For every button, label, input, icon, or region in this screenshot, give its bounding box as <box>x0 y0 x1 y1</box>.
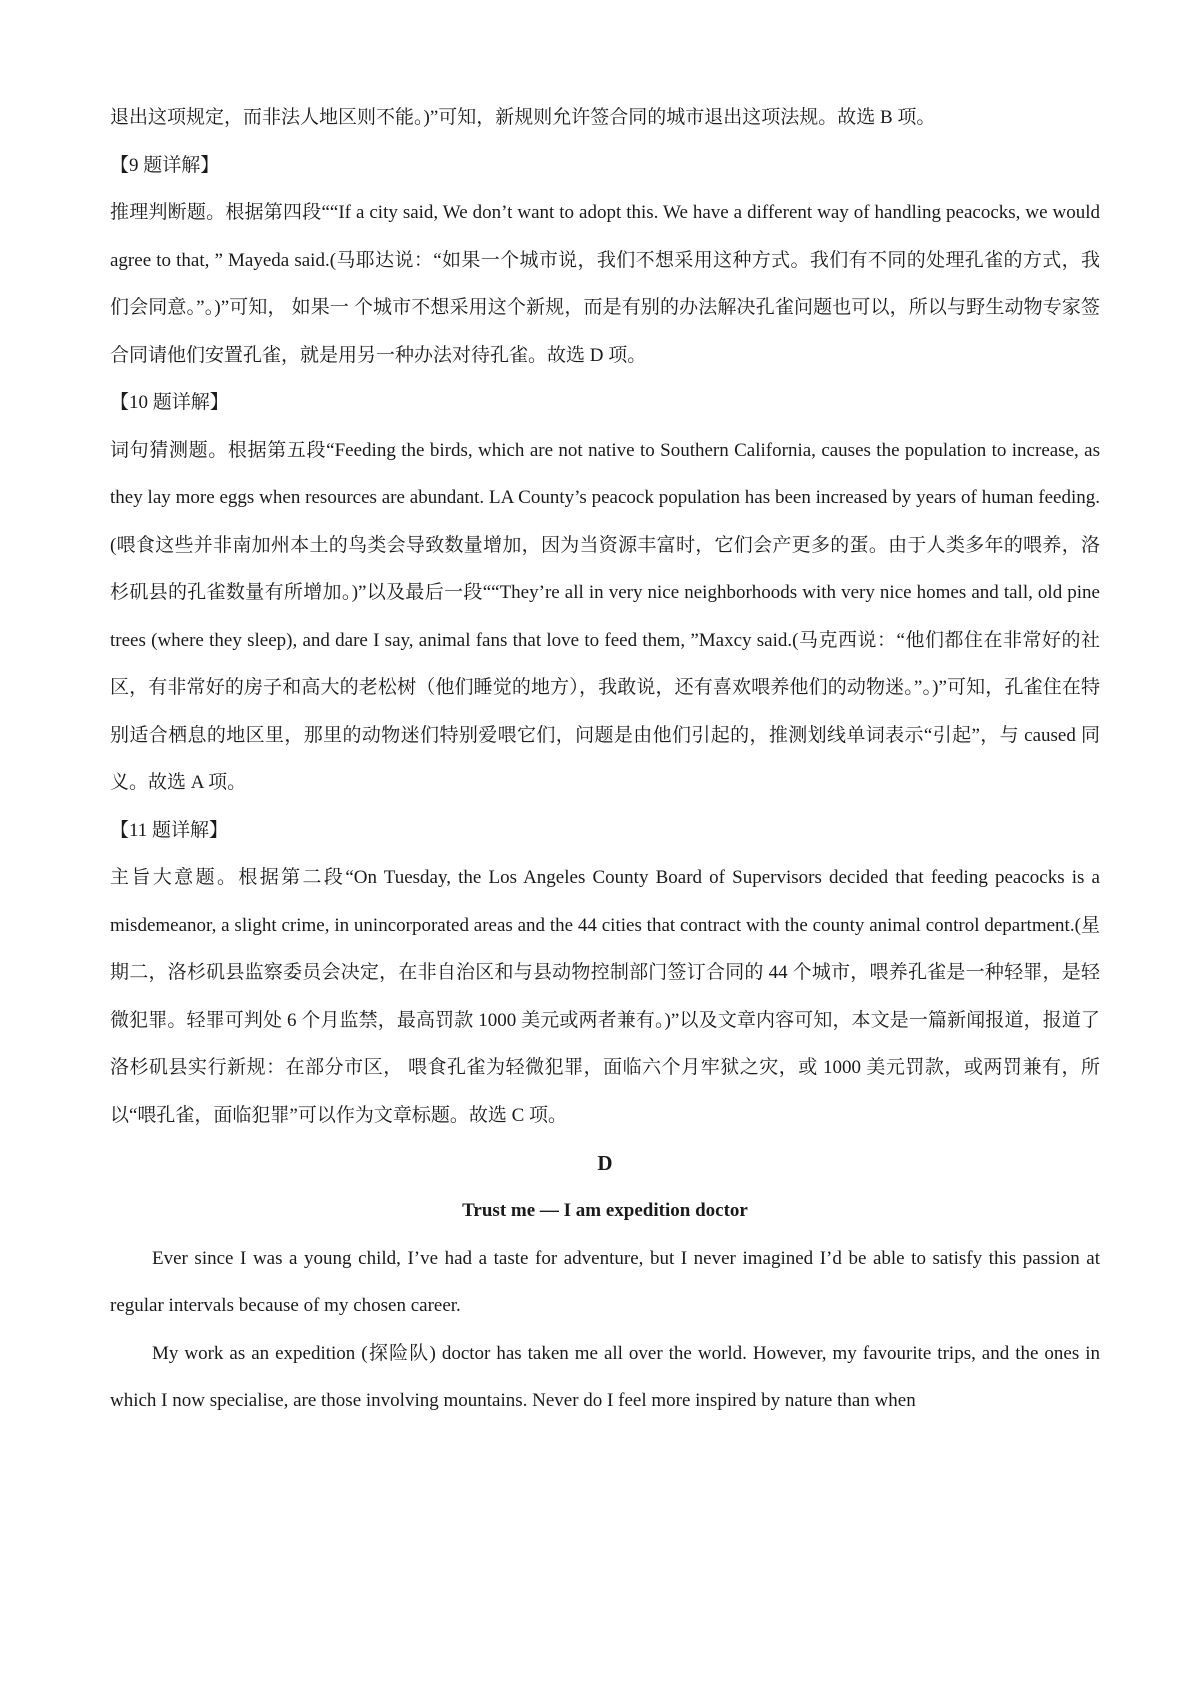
article-paragraph: Ever since I was a young child, I’ve had a taste for adventure, but I never imagined I’d be able to satisfy this passion at regular intervals because of my chosen career. <box>110 1247 1100 1316</box>
question-10-heading: 【10 题详解】 <box>110 392 229 413</box>
article-title: Trust me — I am expedition doctor <box>462 1200 748 1221</box>
question-10-explanation: 词句猜测题。根据第五段“Feeding the birds, which are not native to Southern California, causes the population to increase, as they lay more eggs when resources are abundant. LA County’s peacock population has been increased by years of human feeding.(喂食这些并非南加州本土的鸟类会导致数量增加，因为当资源丰富时，它们会产更多的蛋。由于人类多年的喂养，洛杉矶县的孔雀数量有所增加。)”以及最后一段““They’re all in very nice neighborhoods with very nice homes and tall, old pine trees (where they sleep), and dare I say, animal fans that love to feed them, ”Maxcy said.(马克西说：“他们都住在非常好的社区，有非常好的房子和高大的老松树（他们睡觉的地方），我敢说，还有喜欢喂养他们的动物迷。”。)”可知，孔雀住在特别适合栖息的地区里，那里的动物迷们特别爱喂它们，问题是由他们引起的，推测划线单词表示“引起”，与 caused 同义。故选 A 项。 <box>110 439 1100 793</box>
question-9-heading: 【9 题详解】 <box>110 154 220 176</box>
document-page <box>110 94 1100 1425</box>
article-paragraph: My work as an expedition (探险队) doctor has taken me all over the world. However, my favourite trips, and the ones in which I now specialise, are those involving mountains. Never do I feel more inspired by nature than when <box>110 1342 1100 1411</box>
section-letter: D <box>597 1151 613 1175</box>
question-11-heading: 【11 题详解】 <box>110 819 229 841</box>
answer-continuation: 退出这项规定，而非法人地区则不能。)”可知，新规则允许签合同的城市退出这项法规。故选 B 项。 <box>110 107 936 128</box>
question-9-explanation: 推理判断题。根据第四段““If a city said, We don’t want to adopt this. We have a different way of handling peacocks, we would agree to that, ” Mayeda said.(马耶达说：“如果一个城市说，我们不想采用这种方式。我们有不同的处理孔雀的方式，我们会同意。”。)”可知， 如果一 个城市不想采用这个新规，而是有别的办法解决孔雀问题也可以，所以与野生动物专家签合同请他们安置孔雀，就是用另一种办法对待孔雀。故选 D 项。 <box>110 202 1100 366</box>
question-11-explanation: 主旨大意题。根据第二段“On Tuesday, the Los Angeles County Board of Supervisors decided that feeding peacocks is a misdemeanor, a slight crime, in unincorporated areas and the 44 cities that contract with the county animal control department.(星期二，洛杉矶县监察委员会决定，在非自治区和与县动物控制部门签订合同的 44 个城市，喂养孔雀是一种轻罪，是轻微犯罪。轻罪可判处 6 个月监禁，最高罚款 1000 美元或两者兼有。)”以及文章内容可知，本文是一篇新闻报道，报道了洛杉矶县实行新规：在部分市区， 喂食孔雀为轻微犯罪，面临六个月牢狱之灾，或 1000 美元罚款，或两罚兼有，所以“喂孔雀，面临犯罪”可以作为文章标题。故选 C 项。 <box>110 867 1100 1126</box>
